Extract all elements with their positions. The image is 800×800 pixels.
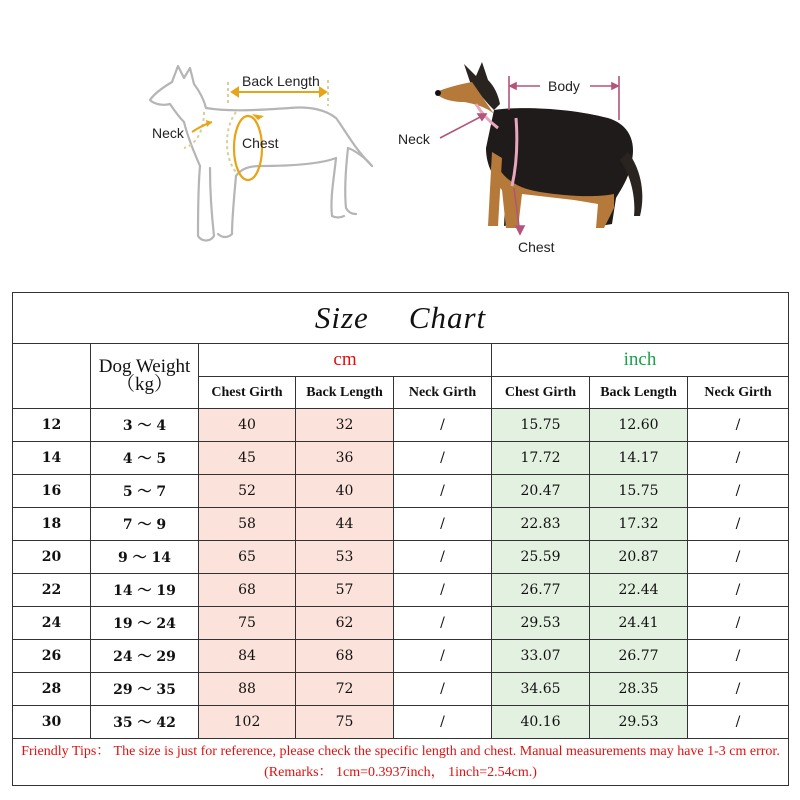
cm-chest-cell: 40 (199, 409, 296, 442)
col-header-cm-back: Back Length (296, 377, 394, 409)
size-cell: 22 (13, 574, 91, 607)
table-body (13, 409, 789, 739)
inch-neck-cell: / (688, 475, 789, 508)
inch-back-cell: 22.44 (590, 574, 688, 607)
cm-chest-cell: 102 (199, 706, 296, 739)
cm-neck-cell: / (394, 409, 492, 442)
chest-label: Chest (242, 135, 279, 151)
cm-chest-cell: 68 (199, 574, 296, 607)
weight-cell: 24 ～ 29 (91, 640, 199, 673)
table-row (13, 640, 789, 673)
col-header-cm-neck: Neck Girth (394, 377, 492, 409)
body-label: Body (548, 78, 580, 94)
inch-chest-cell: 40.16 (492, 706, 590, 739)
back-length-label: Back Length (242, 73, 320, 89)
cm-neck-cell: / (394, 607, 492, 640)
cm-chest-cell: 84 (199, 640, 296, 673)
inch-chest-cell: 22.83 (492, 508, 590, 541)
table-title (13, 293, 789, 344)
inch-back-cell: 26.77 (590, 640, 688, 673)
weight-header-line2: （kg） (115, 374, 173, 395)
cm-back-cell: 62 (296, 607, 394, 640)
cm-chest-cell: 88 (199, 673, 296, 706)
weight-cell: 35 ～ 42 (91, 706, 199, 739)
weight-cell: 29 ～ 35 (91, 673, 199, 706)
inch-chest-cell: 29.53 (492, 607, 590, 640)
size-header-cell (13, 344, 91, 409)
cm-neck-cell: / (394, 640, 492, 673)
inch-neck-cell: / (688, 673, 789, 706)
inch-chest-cell: 33.07 (492, 640, 590, 673)
table-row (13, 673, 789, 706)
weight-cell: 4 ～ 5 (91, 442, 199, 475)
weight-cell: 9 ～ 14 (91, 541, 199, 574)
size-cell: 24 (13, 607, 91, 640)
table-row (13, 541, 789, 574)
cm-chest-cell: 52 (199, 475, 296, 508)
inch-back-cell: 14.17 (590, 442, 688, 475)
cm-neck-cell: / (394, 475, 492, 508)
cm-chest-cell: 65 (199, 541, 296, 574)
weight-cell: 7 ～ 9 (91, 508, 199, 541)
title-row (13, 293, 789, 344)
inch-neck-cell: / (688, 541, 789, 574)
inch-chest-cell: 34.65 (492, 673, 590, 706)
cm-back-cell: 32 (296, 409, 394, 442)
inch-back-cell: 12.60 (590, 409, 688, 442)
friendly-tips: Friendly Tips： The size is just for reference, please check the specific length and chest. Manual measurements may have 1-3 cm error. (Remarks： 1cm=0.3937inch， 1inch=2.54cm.) (13, 739, 789, 786)
table-row (13, 607, 789, 640)
cm-back-cell: 72 (296, 673, 394, 706)
size-cell: 18 (13, 508, 91, 541)
cm-neck-cell: / (394, 508, 492, 541)
tips-row (13, 739, 789, 786)
inch-neck-cell: / (688, 442, 789, 475)
table-row (13, 475, 789, 508)
inch-chest-cell: 15.75 (492, 409, 590, 442)
size-cell: 30 (13, 706, 91, 739)
inch-back-cell: 29.53 (590, 706, 688, 739)
size-cell: 28 (13, 673, 91, 706)
cm-back-cell: 53 (296, 541, 394, 574)
cm-neck-cell: / (394, 574, 492, 607)
neck-pointer-icon (440, 114, 486, 138)
title-word-size: Size (314, 300, 369, 335)
inch-neck-cell: / (688, 640, 789, 673)
cm-back-cell: 68 (296, 640, 394, 673)
inch-chest-cell: 20.47 (492, 475, 590, 508)
size-cell: 12 (13, 409, 91, 442)
table-row (13, 442, 789, 475)
unit-cm-header: cm (199, 344, 492, 377)
weight-header-line1: Dog Weight (98, 356, 191, 377)
inch-chest-cell: 26.77 (492, 574, 590, 607)
cm-neck-cell: / (394, 442, 492, 475)
chest-label-right: Chest (518, 239, 555, 255)
cm-back-cell: 36 (296, 442, 394, 475)
col-header-inch-neck: Neck Girth (688, 377, 789, 409)
cm-neck-cell: / (394, 706, 492, 739)
cm-neck-cell: / (394, 673, 492, 706)
size-cell: 26 (13, 640, 91, 673)
cm-neck-cell: / (394, 541, 492, 574)
cm-chest-cell: 75 (199, 607, 296, 640)
col-header-inch-back: Back Length (590, 377, 688, 409)
cm-back-cell: 57 (296, 574, 394, 607)
cm-back-cell: 75 (296, 706, 394, 739)
inch-back-cell: 24.41 (590, 607, 688, 640)
inch-neck-cell: / (688, 607, 789, 640)
dog-outline-diagram (140, 48, 390, 258)
cm-chest-cell: 58 (199, 508, 296, 541)
inch-neck-cell: / (688, 508, 789, 541)
inch-back-cell: 20.87 (590, 541, 688, 574)
title-word-chart: Chart (408, 300, 487, 335)
unit-header-row (13, 344, 789, 377)
inch-back-cell: 15.75 (590, 475, 688, 508)
table-row (13, 508, 789, 541)
cm-chest-cell: 45 (199, 442, 296, 475)
size-cell: 16 (13, 475, 91, 508)
inch-neck-cell: / (688, 706, 789, 739)
weight-header-cell (91, 344, 199, 409)
size-cell: 14 (13, 442, 91, 475)
inch-back-cell: 28.35 (590, 673, 688, 706)
inch-neck-cell: / (688, 409, 789, 442)
cm-back-cell: 44 (296, 508, 394, 541)
unit-inch-header: inch (492, 344, 789, 377)
neck-label: Neck (152, 125, 184, 141)
inch-chest-cell: 17.72 (492, 442, 590, 475)
inch-neck-cell: / (688, 574, 789, 607)
size-chart-table (12, 292, 789, 786)
weight-cell: 19 ～ 24 (91, 607, 199, 640)
col-header-inch-chest: Chest Girth (492, 377, 590, 409)
shepherd-diagram (390, 48, 660, 258)
col-header-cm-chest: Chest Girth (199, 377, 296, 409)
table-row (13, 706, 789, 739)
weight-cell: 3 ～ 4 (91, 409, 199, 442)
neck-label-right: Neck (398, 131, 430, 147)
inch-chest-cell: 25.59 (492, 541, 590, 574)
weight-cell: 14 ～ 19 (91, 574, 199, 607)
inch-back-cell: 17.32 (590, 508, 688, 541)
table-row (13, 574, 789, 607)
cm-back-cell: 40 (296, 475, 394, 508)
weight-cell: 5 ～ 7 (91, 475, 199, 508)
table-row (13, 409, 789, 442)
size-cell: 20 (13, 541, 91, 574)
